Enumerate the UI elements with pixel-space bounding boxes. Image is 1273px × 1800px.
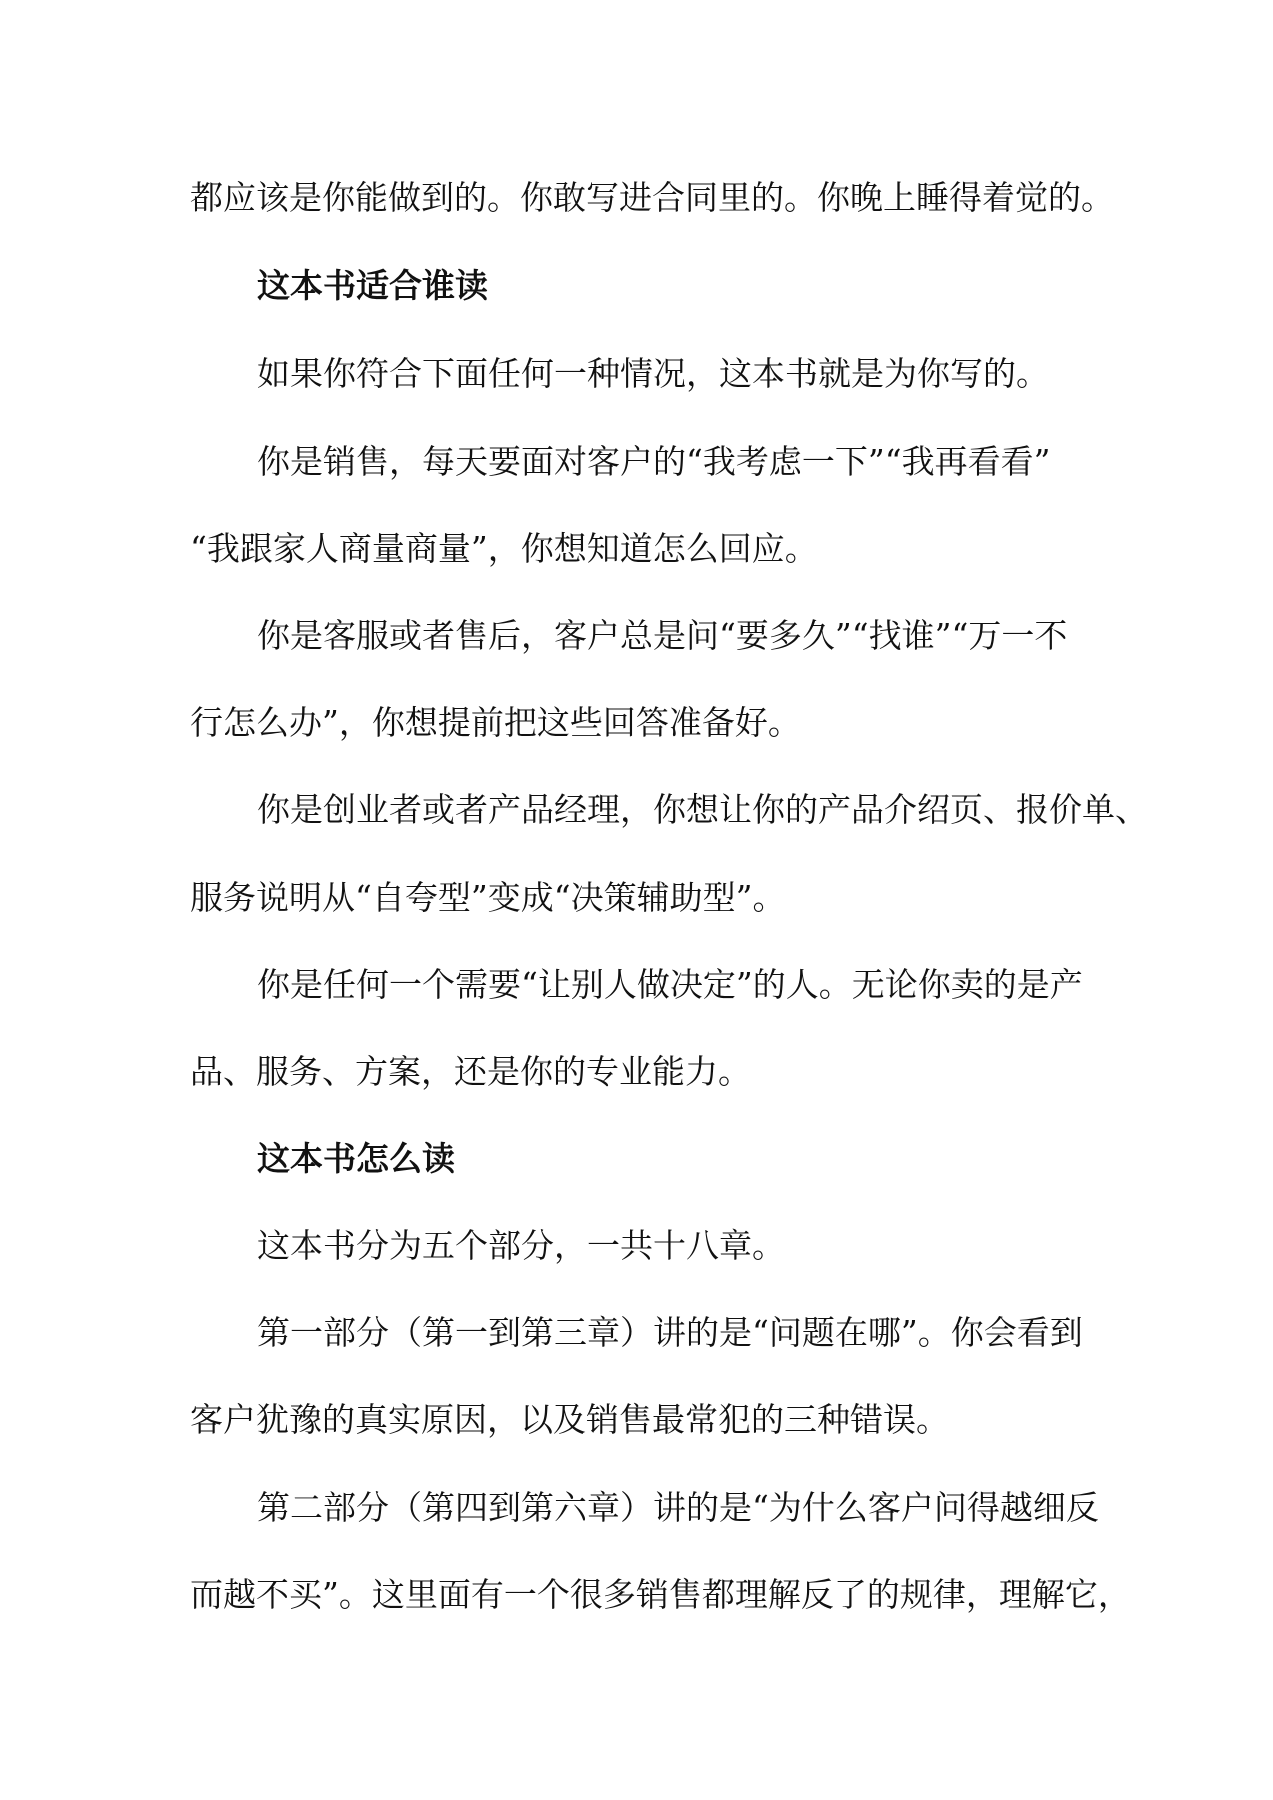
paragraph-line: 你是客服或者售后，客户总是问“要多久”“找谁”“万一不 (257, 616, 1068, 655)
paragraph-line: “我跟家人商量商量”，你想知道怎么回应。 (190, 529, 818, 568)
section-heading-who-should-read: 这本书适合谁读 (257, 266, 488, 305)
section-heading-how-to-read: 这本书怎么读 (257, 1139, 455, 1178)
paragraph-line: 如果你符合下面任何一种情况，这本书就是为你写的。 (257, 354, 1049, 393)
paragraph-line: 品、服务、方案，还是你的专业能力。 (190, 1052, 751, 1091)
paragraph-line: 客户犹豫的真实原因，以及销售最常犯的三种错误。 (190, 1400, 949, 1439)
paragraph-line: 你是创业者或者产品经理，你想让你的产品介绍页、报价单、 (257, 790, 1148, 829)
paragraph-line: 服务说明从“自夸型”变成“决策辅助型”。 (190, 878, 786, 917)
paragraph-line: 第二部分（第四到第六章）讲的是“为什么客户问得越细反 (257, 1488, 1099, 1527)
paragraph-line: 行怎么办”，你想提前把这些回答准备好。 (190, 703, 801, 742)
paragraph-line: 你是任何一个需要“让别人做决定”的人。无论你卖的是产 (257, 965, 1083, 1004)
paragraph-continuation: 都应该是你能做到的。你敢写进合同里的。你晚上睡得着觉的。 (190, 178, 1114, 217)
paragraph-line: 而越不买”。这里面有一个很多销售都理解反了的规律，理解它， (190, 1575, 1131, 1614)
paragraph-line: 你是销售，每天要面对客户的“我考虑一下”“我再看看” (257, 442, 1051, 481)
paragraph-line: 第一部分（第一到第三章）讲的是“问题在哪”。你会看到 (257, 1313, 1083, 1352)
paragraph-line: 这本书分为五个部分，一共十八章。 (257, 1226, 785, 1265)
